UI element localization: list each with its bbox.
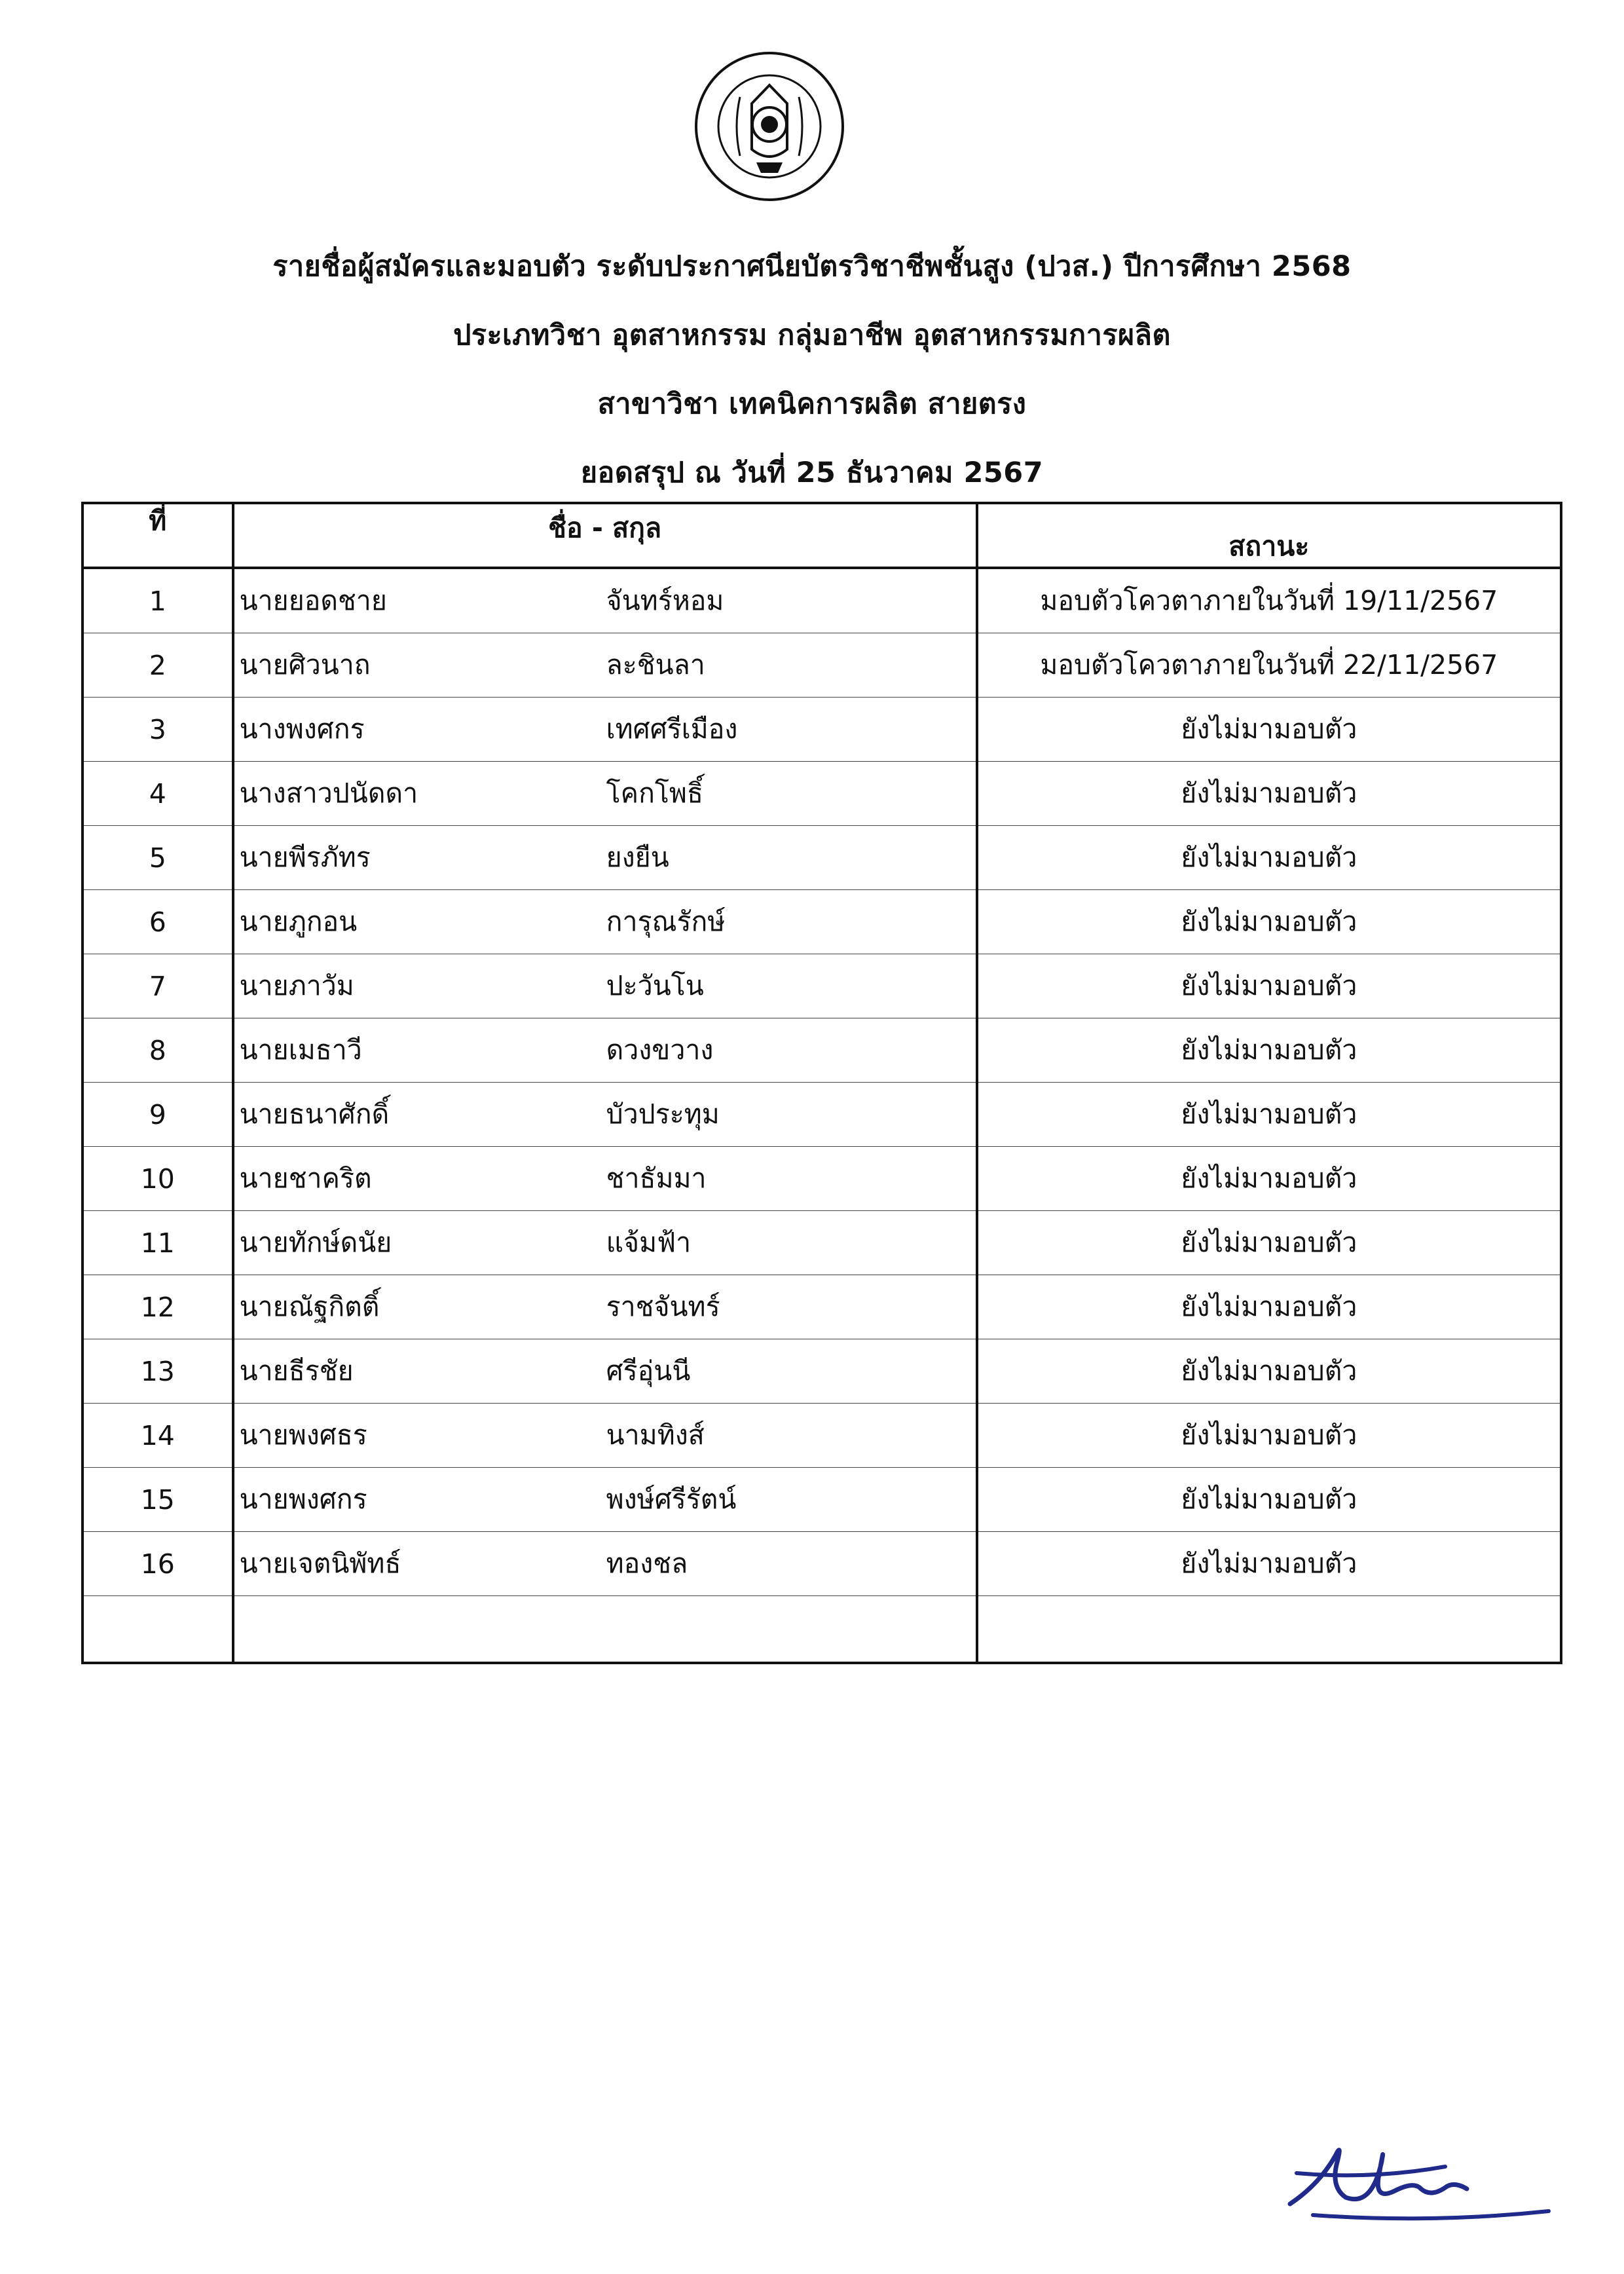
row-number: 10 bbox=[83, 1147, 233, 1211]
row-number: 14 bbox=[83, 1404, 233, 1468]
first-name: นายธีรชัย bbox=[239, 1355, 354, 1387]
row-number: 16 bbox=[83, 1532, 233, 1596]
row-number: 12 bbox=[83, 1275, 233, 1339]
row-status: ยังไม่มามอบตัว bbox=[977, 1147, 1561, 1211]
row-name bbox=[233, 826, 977, 890]
last-name: บัวประทุม bbox=[606, 1098, 720, 1130]
table-row bbox=[83, 1211, 1561, 1275]
first-name: นายยอดชาย bbox=[239, 585, 387, 616]
row-status: มอบตัวโควตาภายในวันที่ 22/11/2567 bbox=[977, 633, 1561, 698]
column-header-status: สถานะ bbox=[977, 503, 1561, 568]
row-number: 4 bbox=[83, 762, 233, 826]
row-status: ยังไม่มามอบตัว bbox=[977, 954, 1561, 1018]
column-header-name: ชื่อ - สกุล bbox=[233, 503, 977, 568]
row-name bbox=[233, 1211, 977, 1275]
row-number: 6 bbox=[83, 890, 233, 954]
last-name: ยงยืน bbox=[606, 842, 669, 873]
row-status: ยังไม่มามอบตัว bbox=[977, 1339, 1561, 1404]
first-name: นายธนาศักดิ์ bbox=[239, 1098, 390, 1130]
last-name: ทองชล bbox=[606, 1548, 688, 1579]
table-row bbox=[83, 954, 1561, 1018]
applicant-table bbox=[81, 502, 1562, 1664]
row-name bbox=[233, 954, 977, 1018]
table-row bbox=[83, 826, 1561, 890]
row-name bbox=[233, 762, 977, 826]
table-row bbox=[83, 1339, 1561, 1404]
table-row bbox=[83, 1083, 1561, 1147]
last-name: เทศศรีเมือง bbox=[606, 713, 738, 745]
college-seal-logo bbox=[694, 51, 845, 202]
table-row bbox=[83, 698, 1561, 762]
row-number: 1 bbox=[83, 568, 233, 633]
first-name: นางพงศกร bbox=[239, 713, 365, 745]
first-name: นายเมธาวี bbox=[239, 1034, 362, 1066]
row-number: 5 bbox=[83, 826, 233, 890]
last-name: นามทิงส์ bbox=[606, 1419, 705, 1451]
first-name: นายทักษ์ดนัย bbox=[239, 1227, 392, 1258]
first-name: นายพงศธร bbox=[239, 1419, 367, 1451]
row-number: 13 bbox=[83, 1339, 233, 1404]
first-name: นายพีรภัทร bbox=[239, 842, 371, 873]
row-status: ยังไม่มามอบตัว bbox=[977, 698, 1561, 762]
row-status: ยังไม่มามอบตัว bbox=[977, 1404, 1561, 1468]
row-status: ยังไม่มามอบตัว bbox=[977, 1532, 1561, 1596]
first-name: นายภาวัม bbox=[239, 970, 354, 1001]
table-header-row bbox=[83, 503, 1561, 568]
first-name: นายเจตนิพัทธ์ bbox=[239, 1548, 401, 1579]
row-status: มอบตัวโควตาภายในวันที่ 19/11/2567 bbox=[977, 568, 1561, 633]
last-name: พงษ์ศรีรัตน์ bbox=[606, 1483, 737, 1515]
last-name: โคกโพธิ์ bbox=[606, 777, 703, 809]
table-row bbox=[83, 1147, 1561, 1211]
table-row bbox=[83, 1404, 1561, 1468]
table-row bbox=[83, 1532, 1561, 1596]
row-name bbox=[233, 1275, 977, 1339]
first-name: นายพงศกร bbox=[239, 1483, 367, 1515]
row-name bbox=[233, 1339, 977, 1404]
last-name: แจ้มฟ้า bbox=[606, 1227, 692, 1258]
row-name bbox=[233, 568, 977, 633]
last-name: ศรีอุ่นนี bbox=[606, 1355, 691, 1387]
row-number: 9 bbox=[83, 1083, 233, 1147]
row-number: 7 bbox=[83, 954, 233, 1018]
row-name bbox=[233, 1147, 977, 1211]
row-status: ยังไม่มามอบตัว bbox=[977, 1468, 1561, 1532]
table-row bbox=[83, 633, 1561, 698]
heading-summary-date: ยอดสรุป ณ วันที่ 25 ธันวาคม 2567 bbox=[580, 457, 1044, 489]
row-name bbox=[233, 1018, 977, 1083]
heading-title: รายชื่อผู้สมัครและมอบตัว ระดับประกาศนียบัตรวิชาชีพชั้นสูง (ปวส.) ปีการศึกษา 2568 bbox=[272, 250, 1352, 283]
row-name bbox=[233, 890, 977, 954]
heading-category: ประเภทวิชา อุตสาหกรรม กลุ่มอาชีพ อุตสาหกรรมการผลิต bbox=[453, 319, 1171, 352]
row-status: ยังไม่มามอบตัว bbox=[977, 890, 1561, 954]
first-name: นายภูกอน bbox=[239, 906, 358, 937]
row-status: ยังไม่มามอบตัว bbox=[977, 1083, 1561, 1147]
first-name: นายณัฐกิตติ์ bbox=[239, 1291, 380, 1322]
handwritten-signature bbox=[1274, 2116, 1555, 2227]
heading-major: สาขาวิชา เทคนิคการผลิต สายตรง bbox=[597, 388, 1027, 420]
row-status: ยังไม่มามอบตัว bbox=[977, 1275, 1561, 1339]
first-name: นายศิวนาถ bbox=[239, 649, 371, 680]
first-name: นางสาวปนัดดา bbox=[239, 777, 418, 809]
table-row bbox=[83, 1275, 1561, 1339]
row-name bbox=[233, 698, 977, 762]
column-header-number: ที่ bbox=[83, 503, 233, 568]
last-name: ละชินลา bbox=[606, 649, 705, 680]
last-name: ชาธัมมา bbox=[606, 1163, 707, 1194]
row-name bbox=[233, 1532, 977, 1596]
table-row bbox=[83, 1468, 1561, 1532]
row-status: ยังไม่มามอบตัว bbox=[977, 826, 1561, 890]
last-name: จันทร์หอม bbox=[606, 585, 724, 616]
row-number: 11 bbox=[83, 1211, 233, 1275]
last-name: ราชจันทร์ bbox=[606, 1291, 720, 1322]
row-status: ยังไม่มามอบตัว bbox=[977, 762, 1561, 826]
row-name bbox=[233, 1404, 977, 1468]
row-number: 15 bbox=[83, 1468, 233, 1532]
row-number: 3 bbox=[83, 698, 233, 762]
row-name bbox=[233, 633, 977, 698]
table-row bbox=[83, 890, 1561, 954]
last-name: การุณรักษ์ bbox=[606, 906, 726, 937]
first-name: นายชาคริต bbox=[239, 1163, 372, 1194]
row-status: ยังไม่มามอบตัว bbox=[977, 1211, 1561, 1275]
empty-table-row bbox=[83, 1596, 1561, 1664]
last-name: ปะวันโน bbox=[606, 970, 704, 1001]
row-name bbox=[233, 1468, 977, 1532]
table-row bbox=[83, 568, 1561, 633]
table-row bbox=[83, 1018, 1561, 1083]
row-number: 8 bbox=[83, 1018, 233, 1083]
row-name bbox=[233, 1083, 977, 1147]
table-row bbox=[83, 762, 1561, 826]
row-status: ยังไม่มามอบตัว bbox=[977, 1018, 1561, 1083]
last-name: ดวงขวาง bbox=[606, 1034, 714, 1066]
document-headings bbox=[0, 233, 1624, 508]
row-number: 2 bbox=[83, 633, 233, 698]
